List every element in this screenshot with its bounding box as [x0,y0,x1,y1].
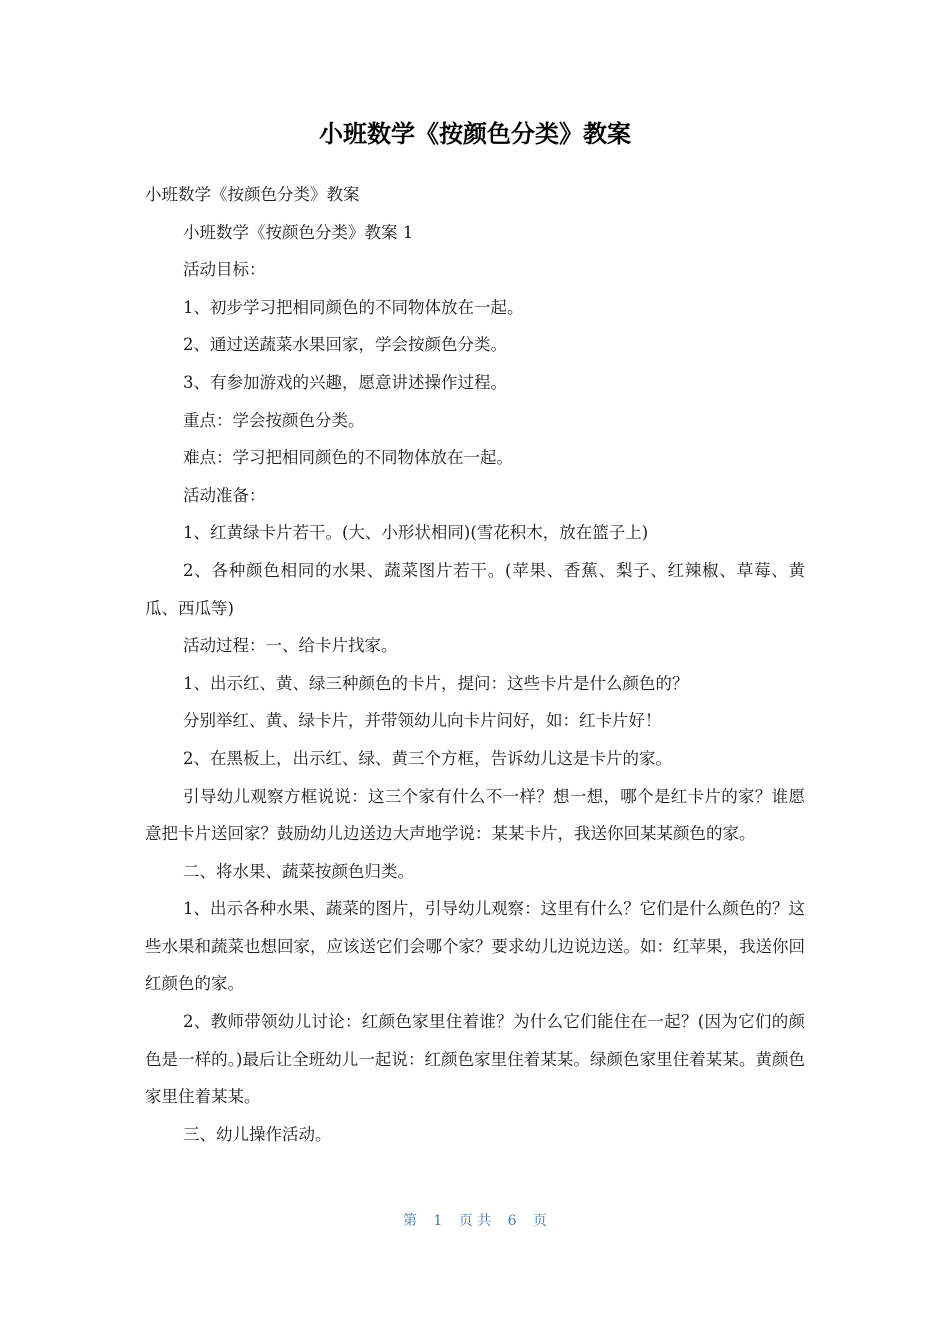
body-paragraph: 分别举红、黄、绿卡片，并带领幼儿向卡片问好，如：红卡片好！ [183,711,662,731]
footer-current-page: 1 [433,1213,443,1229]
footer-label-of: 页 共 [458,1213,492,1229]
body-paragraph: 1、红黄绿卡片若干。(大、小形状相同)(雪花积木，放在篮子上) [183,523,649,543]
body-paragraph: 2、教师带领幼儿讨论：红颜色家里住着谁？为什么它们能住在一起？(因为它们的颜色是一样的。)最后让全班幼儿一起说：红颜色家里住着某某。绿颜色家里住着某某。黄颜色家里住着某某。 [145,1012,805,1107]
body-paragraph: 1、出示红、黄、绿三种颜色的卡片，提问：这些卡片是什么颜色的？ [183,673,689,693]
body-paragraph: 引导幼儿观察方框说说：这三个家有什么不一样？想一想，哪个是红卡片的家？谁愿意把卡片送回家？鼓励幼儿边送边大声地学说：某某卡片，我送你回某某颜色的家。 [145,786,805,844]
document-title: 小班数学《按颜色分类》教案 [319,120,631,148]
footer-total-pages: 6 [507,1213,517,1229]
body-paragraph: 活动过程：一、给卡片找家。 [183,636,398,656]
body-paragraph: 2、通过送蔬菜水果回家，学会按颜色分类。 [183,335,507,355]
body-paragraph: 1、出示各种水果、蔬菜的图片，引导幼儿观察：这里有什么？它们是什么颜色的？这些水果和蔬菜也想回家，应该送它们会哪个家？要求幼儿边说边送。如：红苹果，我送你回红颜色的家。 [145,899,805,994]
body-paragraph: 难点：学习把相同颜色的不同物体放在一起。 [183,448,513,468]
page-footer [0,1210,950,1230]
body-paragraph: 二、将水果、蔬菜按颜色归类。 [183,861,414,881]
footer-label-suffix: 页 [533,1213,548,1229]
document-body [145,176,805,1153]
body-paragraph: 重点：学会按颜色分类。 [183,410,365,430]
body-paragraph: 三、幼儿操作活动。 [183,1124,332,1144]
body-paragraph: 2、各种颜色相同的水果、蔬菜图片若干。(苹果、香蕉、梨子、红辣椒、草莓、黄瓜、西瓜等) [145,560,805,618]
body-paragraph: 小班数学《按颜色分类》教案 1 [183,222,414,242]
body-paragraph: 1、初步学习把相同颜色的不同物体放在一起。 [183,297,524,317]
footer-label-page: 第 [402,1213,417,1229]
body-paragraph: 3、有参加游戏的兴趣，愿意讲述操作过程。 [183,372,507,392]
body-paragraph: 2、在黑板上，出示红、绿、黄三个方框，告诉幼儿这是卡片的家。 [183,748,672,768]
body-paragraph: 活动准备： [183,485,266,505]
body-paragraph: 活动目标： [183,260,266,280]
body-paragraph: 小班数学《按颜色分类》教案 [145,185,360,204]
